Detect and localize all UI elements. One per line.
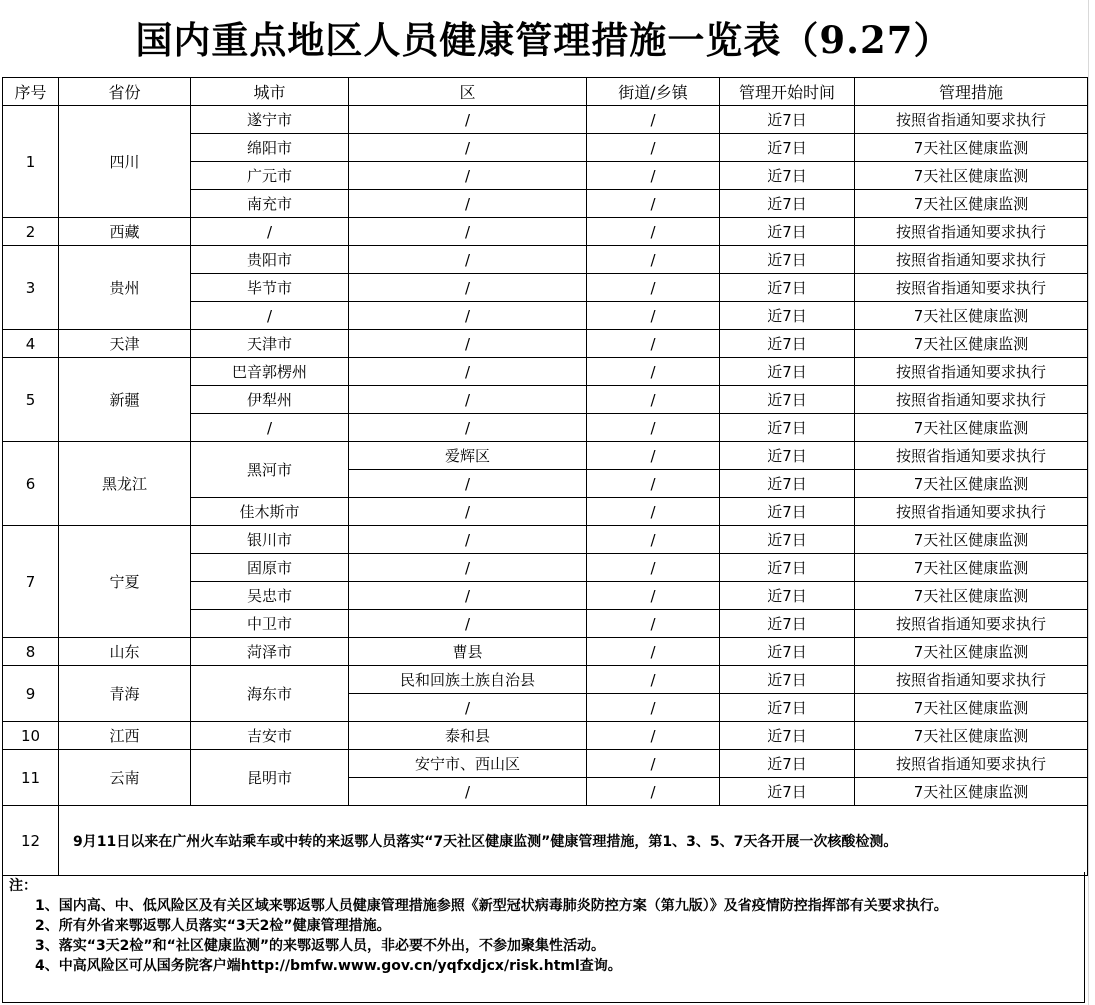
cell-street: / [587, 666, 720, 694]
cell-district: / [349, 582, 587, 610]
cell-street: / [587, 750, 720, 778]
cell-street: / [587, 582, 720, 610]
cell-street: / [587, 134, 720, 162]
header-city: 城市 [191, 78, 349, 106]
cell-start-time: 近7日 [720, 694, 855, 722]
cell-city: 中卫市 [191, 610, 349, 638]
cell-seq: 8 [3, 638, 59, 666]
cell-city: 吉安市 [191, 722, 349, 750]
cell-measure: 7天社区健康监测 [855, 638, 1088, 666]
cell-street: / [587, 694, 720, 722]
cell-start-time: 近7日 [720, 386, 855, 414]
cell-start-time: 近7日 [720, 302, 855, 330]
cell-district: / [349, 470, 587, 498]
cell-seq: 1 [3, 106, 59, 218]
note-item-3: 3、落实“3天2检”和“社区健康监测”的来鄂返鄂人员，非必要不外出，不参加聚集性活动。 [35, 938, 606, 954]
cell-district: / [349, 610, 587, 638]
table-row [3, 666, 1088, 694]
cell-city: 海东市 [191, 666, 349, 722]
cell-street: / [587, 162, 720, 190]
cell-district: 民和回族土族自治县 [349, 666, 587, 694]
cell-street: / [587, 106, 720, 134]
cell-province: 青海 [59, 666, 191, 722]
header-district: 区 [349, 78, 587, 106]
cell-province: 西藏 [59, 218, 191, 246]
table-row [3, 330, 1088, 358]
cell-city: 遂宁市 [191, 106, 349, 134]
cell-start-time: 近7日 [720, 582, 855, 610]
cell-seq: 4 [3, 330, 59, 358]
cell-measure: 按照省指通知要求执行 [855, 246, 1088, 274]
cell-district: 曹县 [349, 638, 587, 666]
cell-measure: 7天社区健康监测 [855, 162, 1088, 190]
cell-street: / [587, 358, 720, 386]
cell-start-time: 近7日 [720, 274, 855, 302]
cell-city: 天津市 [191, 330, 349, 358]
cell-measure: 按照省指通知要求执行 [855, 750, 1088, 778]
cell-city: 固原市 [191, 554, 349, 582]
cell-start-time: 近7日 [720, 106, 855, 134]
cell-seq: 3 [3, 246, 59, 330]
cell-province: 黑龙江 [59, 442, 191, 526]
cell-measure: 7天社区健康监测 [855, 582, 1088, 610]
cell-district: / [349, 778, 587, 806]
cell-measure: 7天社区健康监测 [855, 694, 1088, 722]
table-row [3, 442, 1088, 470]
cell-start-time: 近7日 [720, 638, 855, 666]
cell-start-time: 近7日 [720, 470, 855, 498]
table-row [3, 246, 1088, 274]
cell-measure: 7天社区健康监测 [855, 302, 1088, 330]
cell-district: / [349, 134, 587, 162]
cell-city: 绵阳市 [191, 134, 349, 162]
cell-start-time: 近7日 [720, 358, 855, 386]
cell-district: / [349, 526, 587, 554]
cell-start-time: 近7日 [720, 722, 855, 750]
cell-city: 毕节市 [191, 274, 349, 302]
cell-district: 泰和县 [349, 722, 587, 750]
cell-city: / [191, 302, 349, 330]
cell-start-time: 近7日 [720, 330, 855, 358]
cell-start-time: 近7日 [720, 554, 855, 582]
cell-province: 江西 [59, 722, 191, 750]
table-row [3, 638, 1088, 666]
cell-street: / [587, 302, 720, 330]
cell-city: 南充市 [191, 190, 349, 218]
cell-measure: 按照省指通知要求执行 [855, 610, 1088, 638]
cell-measure: 7天社区健康监测 [855, 134, 1088, 162]
cell-measure: 7天社区健康监测 [855, 778, 1088, 806]
cell-start-time: 近7日 [720, 610, 855, 638]
cell-seq: 5 [3, 358, 59, 442]
cell-measure: 按照省指通知要求执行 [855, 274, 1088, 302]
cell-street: / [587, 274, 720, 302]
header-start-time: 管理开始时间 [720, 78, 855, 106]
cell-district: / [349, 386, 587, 414]
cell-district: / [349, 190, 587, 218]
cell-district: / [349, 414, 587, 442]
cell-district: / [349, 218, 587, 246]
cell-city: 伊犁州 [191, 386, 349, 414]
cell-street: / [587, 330, 720, 358]
cell-street: / [587, 554, 720, 582]
cell-province: 贵州 [59, 246, 191, 330]
notes-heading: 注： [9, 878, 37, 894]
cell-seq: 10 [3, 722, 59, 750]
table-row [3, 722, 1088, 750]
cell-seq: 11 [3, 750, 59, 806]
cell-city: 广元市 [191, 162, 349, 190]
cell-start-time: 近7日 [720, 778, 855, 806]
cell-seq: 2 [3, 218, 59, 246]
cell-measure: 按照省指通知要求执行 [855, 106, 1088, 134]
cell-district: 安宁市、西山区 [349, 750, 587, 778]
cell-measure: 7天社区健康监测 [855, 554, 1088, 582]
table-row [3, 750, 1088, 778]
cell-street: / [587, 442, 720, 470]
cell-city: 黑河市 [191, 442, 349, 498]
cell-city: / [191, 218, 349, 246]
cell-street: / [587, 414, 720, 442]
cell-start-time: 近7日 [720, 134, 855, 162]
cell-city: 吴忠市 [191, 582, 349, 610]
cell-street: / [587, 246, 720, 274]
cell-start-time: 近7日 [720, 498, 855, 526]
cell-start-time: 近7日 [720, 162, 855, 190]
cell-province: 天津 [59, 330, 191, 358]
cell-start-time: 近7日 [720, 246, 855, 274]
cell-district: / [349, 302, 587, 330]
table-row-12 [3, 806, 1088, 876]
cell-seq: 6 [3, 442, 59, 526]
cell-measure: 按照省指通知要求执行 [855, 358, 1088, 386]
cell-measure: 按照省指通知要求执行 [855, 218, 1088, 246]
page-title: 国内重点地区人员健康管理措施一览表（9.27） [135, 18, 952, 62]
cell-measure: 按照省指通知要求执行 [855, 442, 1088, 470]
cell-street: / [587, 610, 720, 638]
header-province: 省份 [59, 78, 191, 106]
cell-start-time: 近7日 [720, 442, 855, 470]
cell-measure: 7天社区健康监测 [855, 190, 1088, 218]
cell-district: / [349, 554, 587, 582]
cell-street: / [587, 190, 720, 218]
cell-city: 银川市 [191, 526, 349, 554]
cell-district: 爱辉区 [349, 442, 587, 470]
header-row [3, 78, 1088, 106]
cell-province: 四川 [59, 106, 191, 218]
cell-start-time: 近7日 [720, 218, 855, 246]
grid-edge-right [1088, 0, 1089, 1005]
cell-measure: 按照省指通知要求执行 [855, 666, 1088, 694]
cell-measure: 按照省指通知要求执行 [855, 386, 1088, 414]
notes-section [2, 872, 1085, 1003]
cell-street: / [587, 722, 720, 750]
cell-district: / [349, 358, 587, 386]
cell-start-time: 近7日 [720, 414, 855, 442]
cell-row12-text: 9月11日以来在广州火车站乘车或中转的来返鄂人员落实“7天社区健康监测”健康管理措施，第1、3、5、7天各开展一次核酸检测。 [59, 806, 1088, 876]
cell-district: / [349, 330, 587, 358]
table-row [3, 218, 1088, 246]
cell-street: / [587, 526, 720, 554]
cell-city: 巴音郭楞州 [191, 358, 349, 386]
header-seq: 序号 [3, 78, 59, 106]
cell-start-time: 近7日 [720, 666, 855, 694]
cell-city: / [191, 414, 349, 442]
cell-street: / [587, 386, 720, 414]
cell-street: / [587, 778, 720, 806]
cell-measure: 按照省指通知要求执行 [855, 498, 1088, 526]
cell-province: 宁夏 [59, 526, 191, 638]
cell-province: 山东 [59, 638, 191, 666]
cell-measure: 7天社区健康监测 [855, 414, 1088, 442]
note-item-1: 1、国内高、中、低风险区及有关区域来鄂返鄂人员健康管理措施参照《新型冠状病毒肺炎防控方案（第九版）》及省疫情防控指挥部有关要求执行。 [35, 898, 948, 914]
cell-start-time: 近7日 [720, 750, 855, 778]
cell-street: / [587, 638, 720, 666]
measures-table [2, 77, 1088, 876]
table-body [3, 106, 1088, 806]
cell-city: 菏泽市 [191, 638, 349, 666]
cell-city: 昆明市 [191, 750, 349, 806]
cell-province: 新疆 [59, 358, 191, 442]
cell-measure: 7天社区健康监测 [855, 526, 1088, 554]
cell-city: 贵阳市 [191, 246, 349, 274]
cell-start-time: 近7日 [720, 190, 855, 218]
cell-measure: 7天社区健康监测 [855, 330, 1088, 358]
header-street: 街道/乡镇 [587, 78, 720, 106]
cell-city: 佳木斯市 [191, 498, 349, 526]
cell-district: / [349, 162, 587, 190]
cell-seq: 7 [3, 526, 59, 638]
table-row [3, 526, 1088, 554]
cell-street: / [587, 498, 720, 526]
cell-street: / [587, 218, 720, 246]
cell-district: / [349, 498, 587, 526]
cell-district: / [349, 274, 587, 302]
cell-start-time: 近7日 [720, 526, 855, 554]
cell-measure: 7天社区健康监测 [855, 722, 1088, 750]
note-item-4: 4、中高风险区可从国务院客户端http://bmfw.www.gov.cn/yqfxdjcx/risk.html查询。 [35, 958, 622, 974]
cell-seq: 9 [3, 666, 59, 722]
table-row [3, 106, 1088, 134]
cell-district: / [349, 246, 587, 274]
cell-district: / [349, 694, 587, 722]
cell-street: / [587, 470, 720, 498]
cell-province: 云南 [59, 750, 191, 806]
cell-measure: 7天社区健康监测 [855, 470, 1088, 498]
cell-seq-12: 12 [3, 806, 59, 876]
table-row [3, 358, 1088, 386]
note-item-2: 2、所有外省来鄂返鄂人员落实“3天2检”健康管理措施。 [35, 918, 391, 934]
cell-district: / [349, 106, 587, 134]
header-measure: 管理措施 [855, 78, 1088, 106]
